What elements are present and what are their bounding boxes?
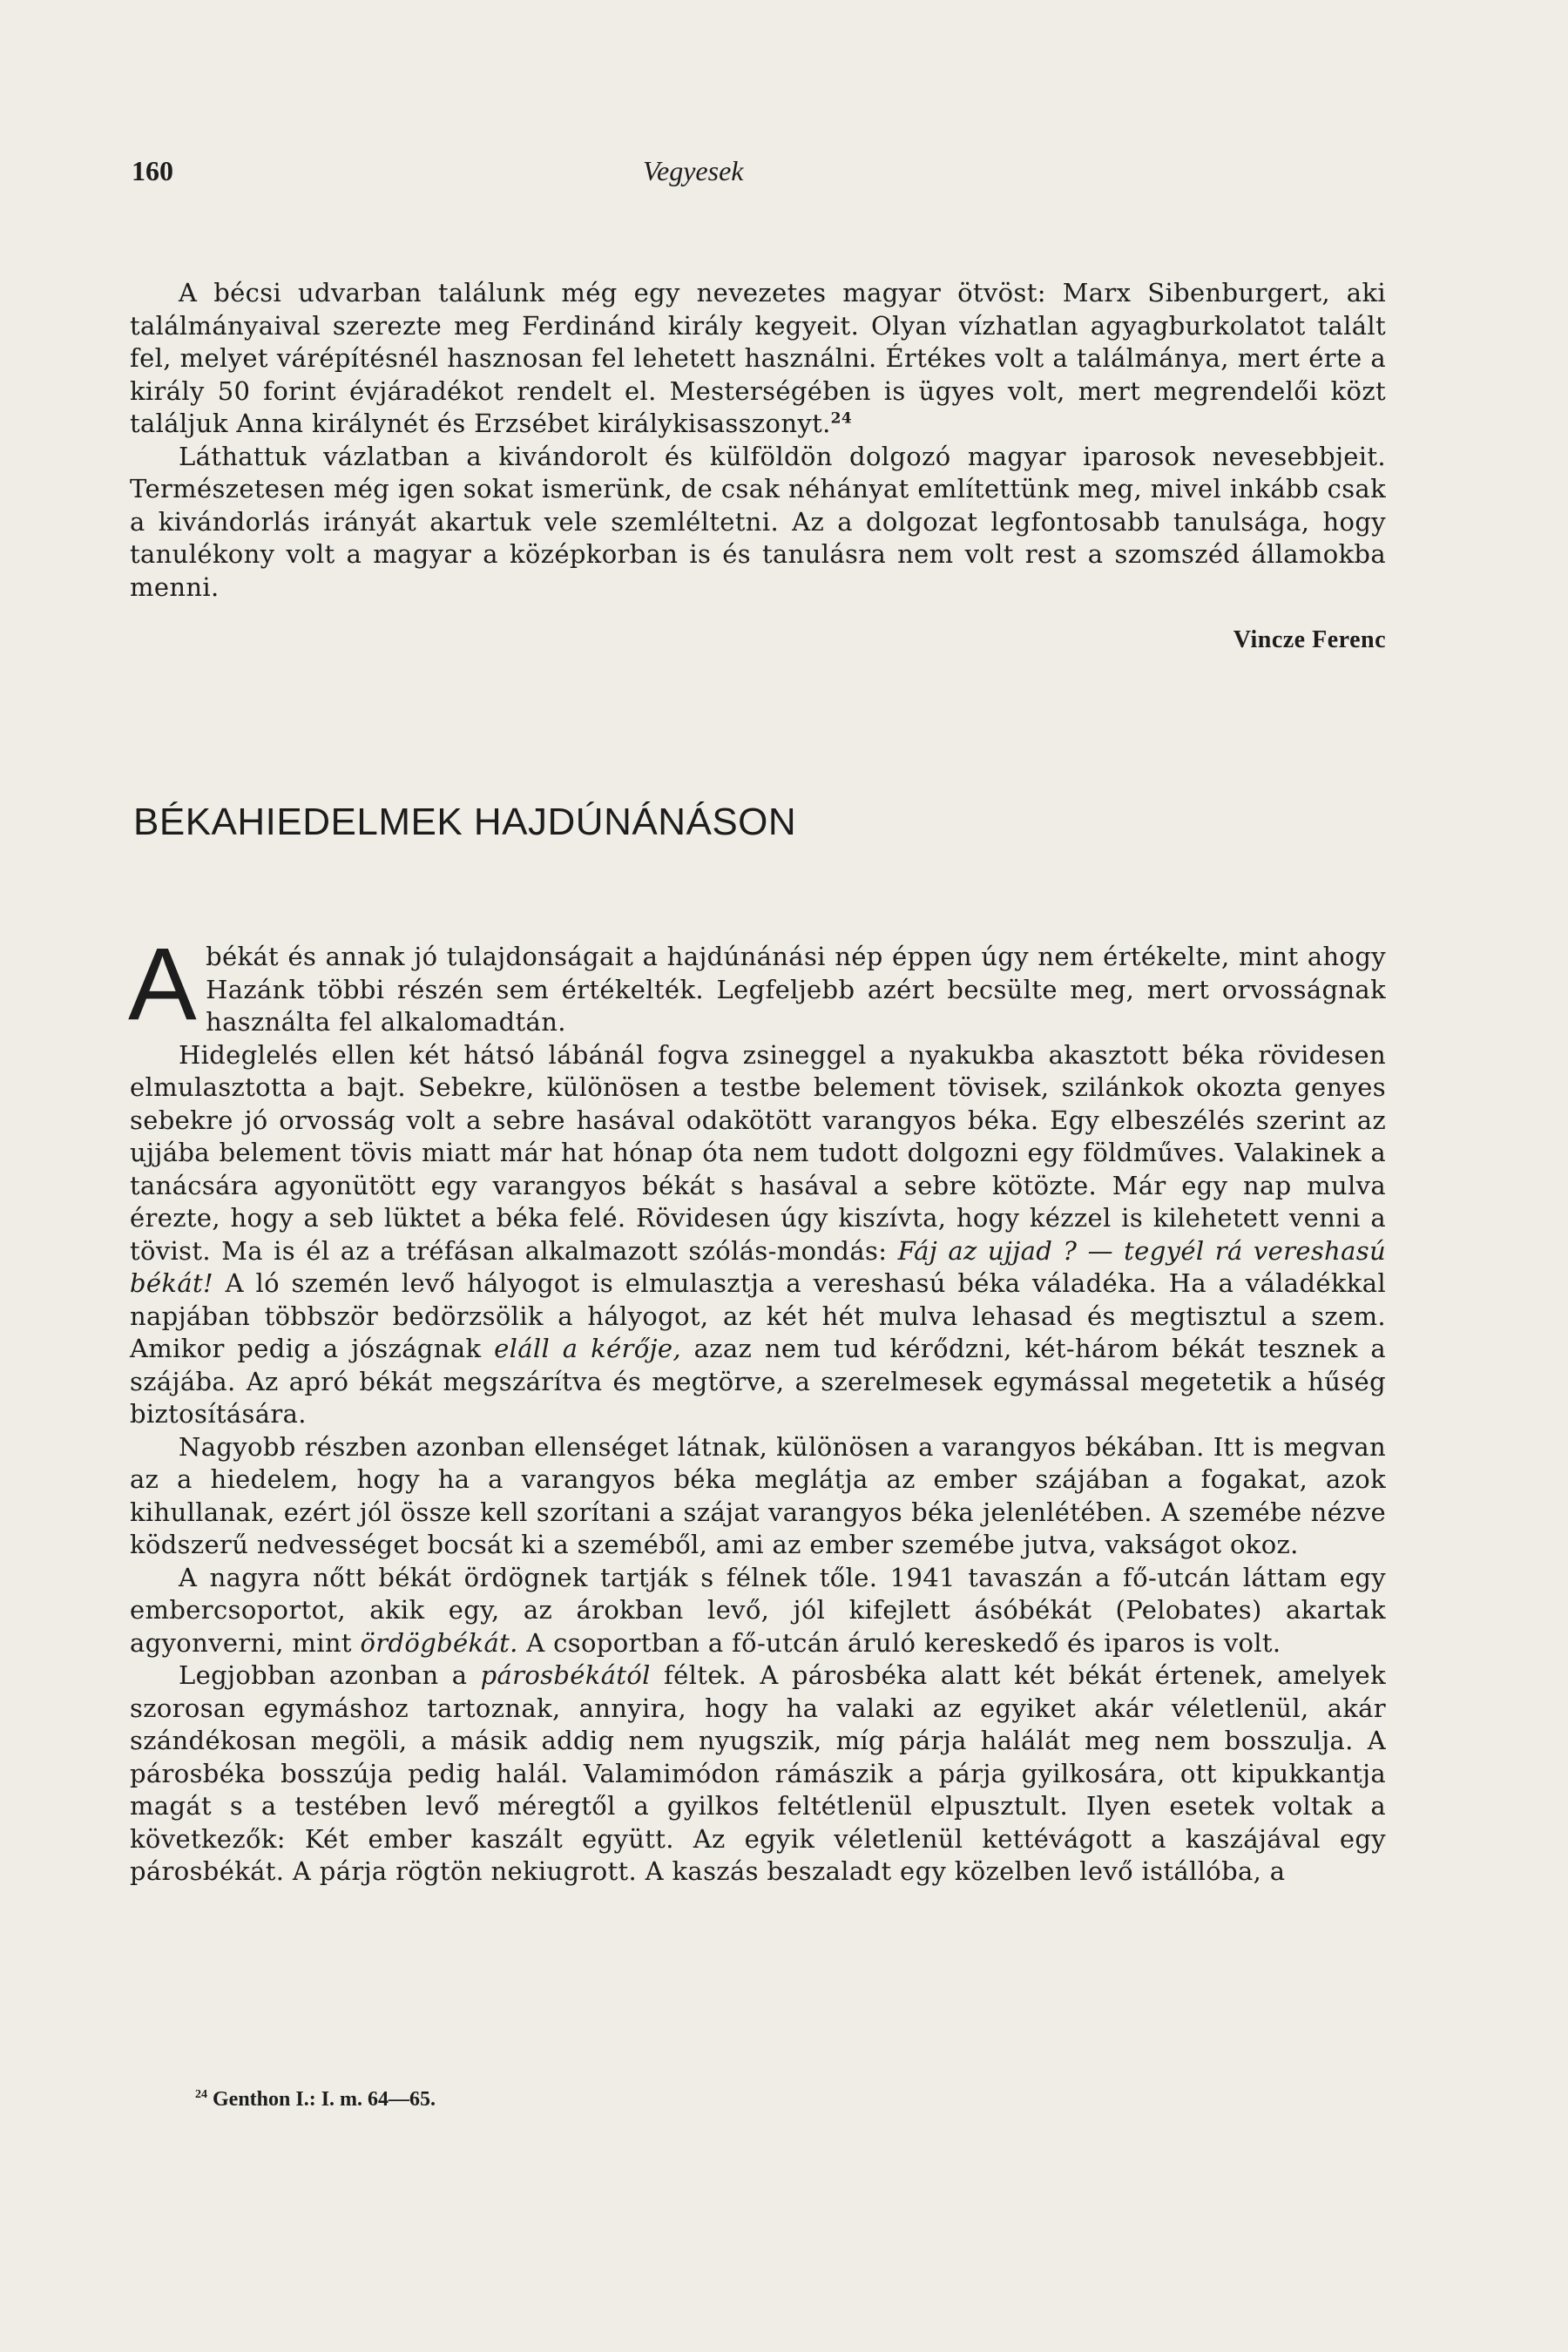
paragraph bbox=[130, 1039, 1386, 1431]
paragraph-text: A ló szemén levő hályogot is elmulasztja a vereshasú béka váladéka. Ha a váladékkal napjában többször bedörzsölik a hályogot, az két hét mulva lehasad és megtisztul a szem. Amikor pedig a jószágnak bbox=[130, 1268, 1386, 1363]
paragraph: Láthattuk vázlatban a kivándorolt és külföldön dolgozó magyar iparosok nevesebbjeit. Természetesen még igen sokat ismerünk, de csak néhányat említettünk meg, mivel inkább csak a kivándorlás irányát akartuk vele szemléltetni. Az a dolgozat legfontosabb tanulsága, hogy tanulékony volt a magyar a középkorban is és tanulásra nem volt rest a szomszéd államokba menni. bbox=[130, 441, 1386, 602]
paragraph bbox=[130, 1659, 1386, 1889]
footnote bbox=[195, 2088, 436, 2112]
page-number: 160 bbox=[132, 155, 173, 186]
paragraph-text: féltek. A párosbéka alatt két békát értenek, amelyek szorosan egymáshoz tartoznak, annyira, hogy ha valaki az egyiket akár véletlenül, akár szándékosan megöli, a másik addig nem nyugszik, míg párja halálát meg nem bosszulja. A párosbéka bosszúja pedig halál. Valamimódon rámászik a párja gyilkosára, ott kipukkantja magát s a testében levő méregtől a gyilkos feltétlenül elpusztult. Ilyen esetek voltak a következők: Két ember kaszált együtt. Az egyik véletlenül kettévágott a kaszájával egy párosbékát. A párja rögtön nekiugrott. A kaszás beszaladt egy közelben levő istállóba, a bbox=[130, 1660, 1386, 1886]
article-title: BÉKAHIEDELMEK HAJDÚNÁNÁSON bbox=[133, 801, 797, 844]
drop-cap: A bbox=[128, 927, 198, 1042]
paragraph-text: A nagyra nőtt békát ördögnek tartják s félnek tőle. 1941 tavaszán a fő-utcán láttam egy embercsoportot, akik egy, az árokban levő, jól kifejlett ásóbékát (Pelobates) akartak agyonverni, mint bbox=[130, 1562, 1386, 1658]
paragraph-text: Hideglelés ellen két hátsó lábánál fogva zsineggel a nyakukba akasztott béka rövidesen elmulasztotta a bajt. Sebekre, különösen a testbe belement tövisek, szilánkok okozta genyes sebekre jó orvosság volt a sebre hasával odakötött varangyos béka. Egy elbeszélés szerint az ujjába belement tövis miatt már hat hónap óta nem tudott dolgozni egy földműves. Valakinek a tanácsára agyonütött egy varangyos békát s hasával a sebre kötözte. Már egy nap mulva érezte, hogy a seb lüktet a béka felé. Rövidesen úgy kiszívta, hogy kézzel is kilehetett venni a tövist. Ma is él az a tréfásan alkalmazott szólás-mondás: bbox=[130, 1039, 1386, 1266]
page-header bbox=[0, 155, 1568, 190]
paragraph-text: A bécsi udvarban találunk még egy nevezetes magyar ötvöst: Marx Sibenburgert, aki találmányaival szerezte meg Ferdinánd király kegyeit. Olyan vízhatlan agyagburkolatot talált fel, melyet várépítésnél hasznosan fel lehetett használni. Értékes volt a találmánya, mert érte a király 50 forint évjáradékot rendelt el. Mesterségében is ügyes volt, mert megrendelői közt találjuk Anna királynét és Erzsébet királykisasszonyt. bbox=[130, 278, 1386, 438]
footnote-text: Genthon I.: I. m. 64—65. bbox=[213, 2088, 436, 2111]
footnote-number: 24 bbox=[195, 2088, 207, 2101]
author-signature: Vincze Ferenc bbox=[1233, 626, 1386, 653]
paragraph bbox=[130, 1562, 1386, 1660]
paragraph-text: békát és annak jó tulajdonságait a hajdúnánási nép éppen úgy nem értékelte, mint ahogy Hazánk többi részén sem értékelték. Legfeljebb azért becsülte meg, mert orvosságnak használta fel alkalomadtán. bbox=[206, 942, 1386, 1037]
paragraph-text: azaz nem tud kérődzni, két-három békát tesznek a szájába. Az apró békát megszárítva és megtörve, a szerelmesek egymással megetetik a hűség biztosítására. bbox=[130, 1334, 1386, 1429]
paragraph-first bbox=[128, 927, 1386, 1042]
paragraph bbox=[130, 277, 1386, 441]
italic-term: ördögbékát. bbox=[360, 1627, 518, 1658]
footnote-marker: 24 bbox=[830, 409, 853, 428]
running-title: Vegyesek bbox=[643, 155, 744, 186]
italic-saying: Fáj az ujjad ? — tegyél rá vereshasú békát! bbox=[130, 1235, 1386, 1298]
italic-term: párosbékától bbox=[480, 1660, 651, 1690]
italic-phrase: eláll a kérője, bbox=[494, 1334, 681, 1363]
paragraph: Nagyobb részben azonban ellenséget látnak, különösen a varangyos békában. Itt is megvan az a hiedelem, hogy ha a varangyos béka meglátja az ember szájában a fogakat, azok kihullanak, ezért jól össze kell szorítani a szájat varangyos béka jelenlétében. A szemébe nézve ködszerű nedvességet bocsát ki a szeméből, ami az ember szemébe jutva, vakságot okoz. bbox=[130, 1431, 1386, 1559]
paragraph-text: Legjobban azonban a bbox=[179, 1660, 468, 1690]
article-body bbox=[128, 927, 1386, 1889]
paragraph-text: A csoportban a fő-utcán áruló kereskedő és iparos is volt. bbox=[526, 1627, 1281, 1658]
previous-article-ending bbox=[130, 277, 1386, 654]
